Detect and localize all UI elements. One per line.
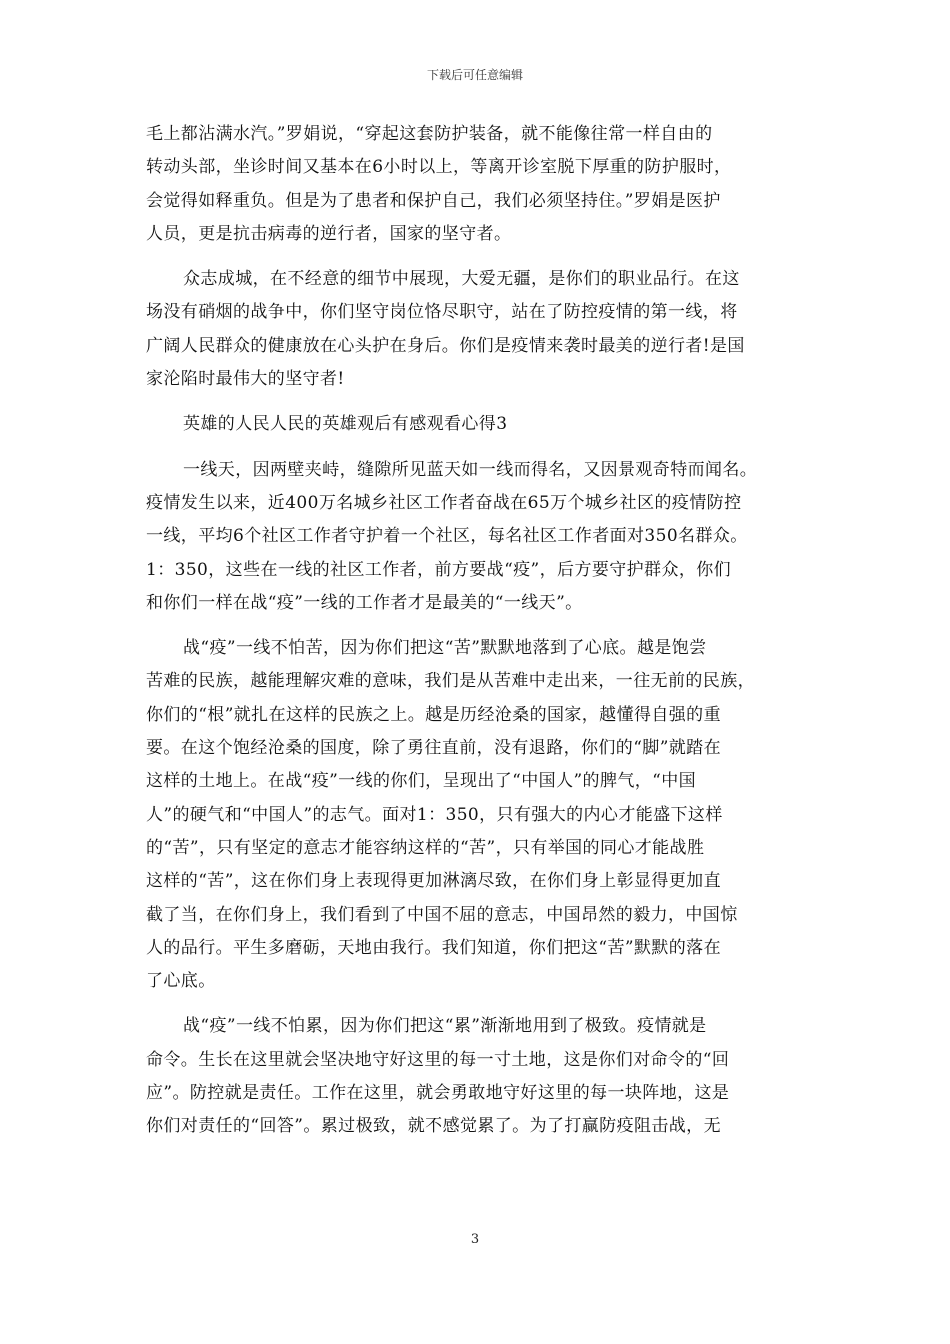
text-line: 你们对责任的“回答”。累过极致，就不感觉累了。为了打赢防疫阻击战，无 bbox=[146, 1116, 721, 1137]
text-line: 命令。生长在这里就会坚决地守好这里的每一寸土地，这是你们对命令的“回 bbox=[146, 1049, 730, 1070]
text-line: 会觉得如释重负。但是为了患者和保护自己，我们必须坚持住。”罗娟是医护 bbox=[146, 190, 721, 211]
paragraph bbox=[146, 632, 816, 998]
text-line: 你们的“根”就扎在这样的民族之上。越是历经沧桑的国家，越懂得自强的重 bbox=[146, 704, 721, 725]
text-line: 要。在这个饱经沧桑的国度，除了勇往直前，没有退路，你们的“脚”就踏在 bbox=[146, 738, 721, 759]
page-number: 3 bbox=[470, 1232, 480, 1247]
text-line: 了心底。 bbox=[146, 971, 216, 992]
paragraph bbox=[146, 454, 816, 620]
text-line: 这样的土地上。在战“疫”一线的你们，呈现出了“中国人”的脾气，“中国 bbox=[146, 771, 697, 792]
text-line: 转动头部，坐诊时间又基本在6小时以上，等离开诊室脱下厚重的防护服时， bbox=[146, 157, 732, 178]
text-line: 家沦陷时最伟大的坚守者! bbox=[146, 369, 345, 390]
text-line: 战“疫”一线不怕累，因为你们把这“累”渐渐地用到了极致。疫情就是 bbox=[183, 1016, 707, 1037]
text-line: 这样的“苦”，这在你们身上表现得更加淋漓尽致，在你们身上彰显得更加直 bbox=[146, 871, 721, 892]
text-line: 的“苦”，只有坚定的意志才能容纳这样的“苦”，只有举国的同心才能战胜 bbox=[146, 837, 705, 858]
text-line: 人的品行。平生多磨砺，天地由我行。我们知道，你们把这“苦”默默的落在 bbox=[146, 937, 721, 958]
text-line: 苦难的民族，越能理解灾难的意味，我们是从苦难中走出来，一往无前的民族， bbox=[146, 671, 755, 692]
text-line: 广阔人民群众的健康放在心头护在身后。你们是疫情来袭时最美的逆行者!是国 bbox=[146, 335, 745, 356]
paragraph bbox=[146, 118, 816, 251]
text-line: 一线，平均6个社区工作者守护着一个社区，每名社区工作者面对350名群众。 bbox=[146, 526, 748, 547]
text-line: 疫情发生以来，近400万名城乡社区工作者奋战在65万个城乡社区的疫情防控 bbox=[146, 492, 742, 513]
text-line: 截了当，在你们身上，我们看到了中国不屈的意志，中国昂然的毅力，中国惊 bbox=[146, 904, 738, 925]
text-line: 战“疫”一线不怕苦，因为你们把这“苦”默默地落到了心底。越是饱尝 bbox=[183, 638, 707, 659]
text-line: 毛上都沾满水汽。”罗娟说，“穿起这套防护装备，就不能像往常一样自由的 bbox=[146, 124, 713, 144]
text-line: 众志成城，在不经意的细节中展现，大爱无疆，是你们的职业品行。在这 bbox=[183, 269, 740, 290]
text-line: 一线天，因两壁夹峙，缝隙所见蓝天如一线而得名，又因景观奇特而闻名。 bbox=[183, 459, 758, 480]
text-line: 1：350，这些在一线的社区工作者，前方要战“疫”，后方要守护群众，你们 bbox=[146, 559, 732, 580]
text-line: 人员，更是抗击病毒的逆行者，国家的坚守者。 bbox=[146, 223, 512, 244]
document-body bbox=[146, 118, 816, 1144]
paragraph bbox=[146, 408, 816, 441]
text-line: 英雄的人民人民的英雄观后有感观看心得3 bbox=[183, 414, 508, 435]
text-line: 场没有硝烟的战争中，你们坚守岗位恪尽职守，站在了防控疫情的第一线，将 bbox=[146, 302, 738, 323]
paragraph bbox=[146, 263, 816, 396]
text-line: 和你们一样在战“疫”一线的工作者才是最美的“一线天”。 bbox=[146, 592, 583, 613]
page-header: 下载后可任意编辑 bbox=[426, 68, 523, 82]
text-line: 应”。防控就是责任。工作在这里，就会勇敢地守好这里的每一块阵地，这是 bbox=[146, 1083, 730, 1104]
paragraph bbox=[146, 1010, 816, 1143]
text-line: 人”的硬气和“中国人”的志气。面对1：350，只有强大的内心才能盛下这样 bbox=[146, 804, 723, 825]
